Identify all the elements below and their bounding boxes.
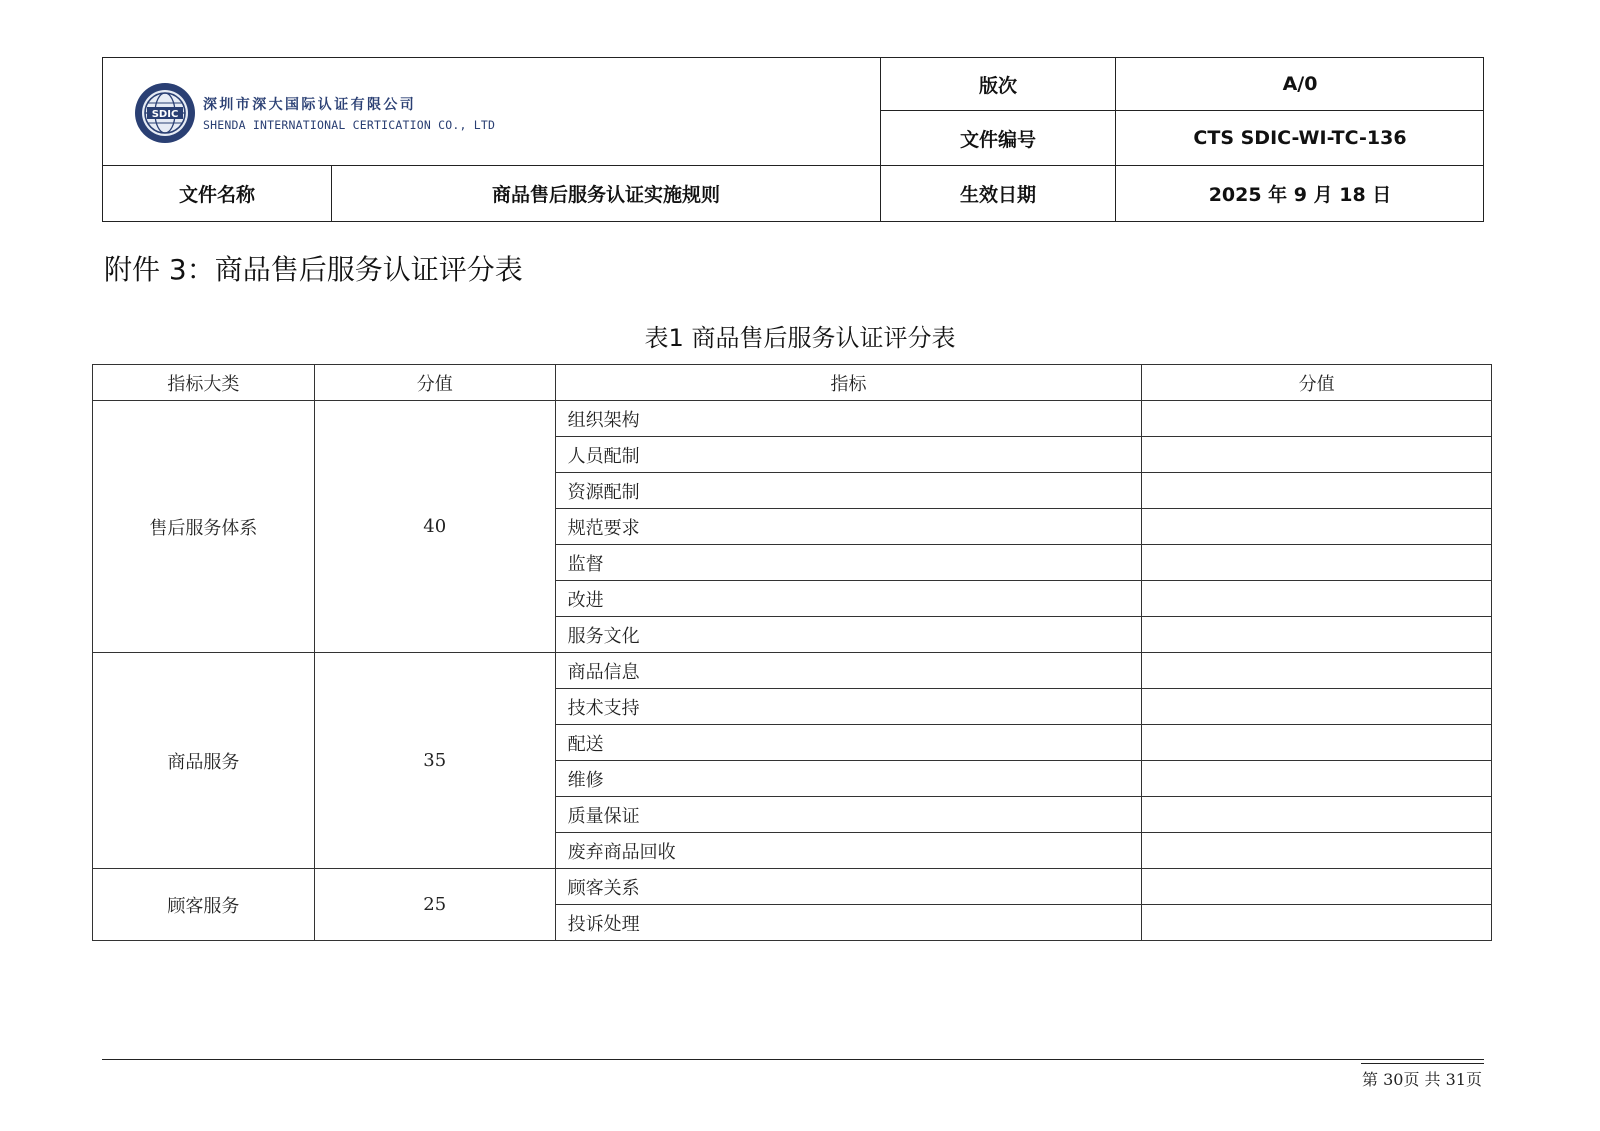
sdic-seal-icon: [133, 81, 197, 145]
score-input-cell[interactable]: [1142, 905, 1492, 941]
score-input-cell[interactable]: [1142, 653, 1492, 689]
score-input-cell[interactable]: [1142, 833, 1492, 869]
score-input-cell[interactable]: [1142, 869, 1492, 905]
company-logo: [133, 81, 495, 145]
score-input-cell[interactable]: [1142, 581, 1492, 617]
indicator-cell: 组织架构: [555, 401, 1142, 437]
score-input-cell[interactable]: [1142, 797, 1492, 833]
indicator-cell: 维修: [555, 761, 1142, 797]
indicator-cell: 资源配制: [555, 473, 1142, 509]
score-input-cell[interactable]: [1142, 689, 1492, 725]
indicator-cell: 投诉处理: [555, 905, 1142, 941]
indicator-cell: 配送: [555, 725, 1142, 761]
doc-number-value: CTS SDIC-WI-TC-136: [1193, 127, 1407, 149]
score-input-cell[interactable]: [1142, 437, 1492, 473]
indicator-cell: 废弃商品回收: [555, 833, 1142, 869]
footer-rule: [102, 1059, 1484, 1060]
table-header-row: [93, 365, 1492, 401]
category-score-cell: 25: [314, 869, 555, 941]
effective-date-label: 生效日期: [959, 184, 1036, 206]
score-input-cell[interactable]: [1142, 401, 1492, 437]
score-input-cell[interactable]: [1142, 725, 1492, 761]
company-name-en: SHENDA INTERNATIONAL CERTICATION CO., LTD: [203, 118, 496, 132]
company-name-cn: 深圳市深大国际认证有限公司: [203, 97, 417, 113]
indicator-cell: 人员配制: [555, 437, 1142, 473]
indicator-cell: 商品信息: [555, 653, 1142, 689]
page-number: 第 30页 共 31页: [1362, 1070, 1482, 1089]
score-input-cell[interactable]: [1142, 761, 1492, 797]
document-header: [102, 57, 1484, 222]
score-table: [92, 364, 1492, 941]
effective-date-value: 2025 年 9 月 18 日: [1208, 184, 1392, 206]
footer-rule-short: [1361, 1063, 1484, 1064]
header-category: 指标大类: [93, 365, 315, 401]
indicator-cell: 顾客关系: [555, 869, 1142, 905]
score-input-cell[interactable]: [1142, 473, 1492, 509]
category-cell: 售后服务体系: [93, 401, 315, 653]
svg-text:SDIC: SDIC: [151, 109, 179, 120]
header-indicator-score: 分值: [1142, 365, 1492, 401]
score-input-cell[interactable]: [1142, 509, 1492, 545]
indicator-cell: 服务文化: [555, 617, 1142, 653]
doc-name-label: 文件名称: [178, 184, 255, 206]
table-caption: 表1 商品售后服务认证评分表: [644, 324, 956, 352]
doc-number-label: 文件编号: [959, 128, 1036, 151]
score-input-cell[interactable]: [1142, 617, 1492, 653]
table-row: [93, 401, 1492, 437]
version-label: 版次: [978, 74, 1017, 97]
indicator-cell: 改进: [555, 581, 1142, 617]
category-score-cell: 35: [314, 653, 555, 869]
category-cell: 顾客服务: [93, 869, 315, 941]
indicator-cell: 技术支持: [555, 689, 1142, 725]
doc-name-value: 商品售后服务认证实施规则: [491, 184, 720, 206]
annex-title: 附件 3：商品售后服务认证评分表: [104, 253, 523, 286]
table-row: [93, 653, 1492, 689]
indicator-cell: 监督: [555, 545, 1142, 581]
indicator-cell: 质量保证: [555, 797, 1142, 833]
table-row: [93, 869, 1492, 905]
score-input-cell[interactable]: [1142, 545, 1492, 581]
category-cell: 商品服务: [93, 653, 315, 869]
category-score-cell: 40: [314, 401, 555, 653]
header-category-score: 分值: [314, 365, 555, 401]
indicator-cell: 规范要求: [555, 509, 1142, 545]
header-indicator: 指标: [555, 365, 1142, 401]
version-value: A/0: [1282, 73, 1318, 95]
